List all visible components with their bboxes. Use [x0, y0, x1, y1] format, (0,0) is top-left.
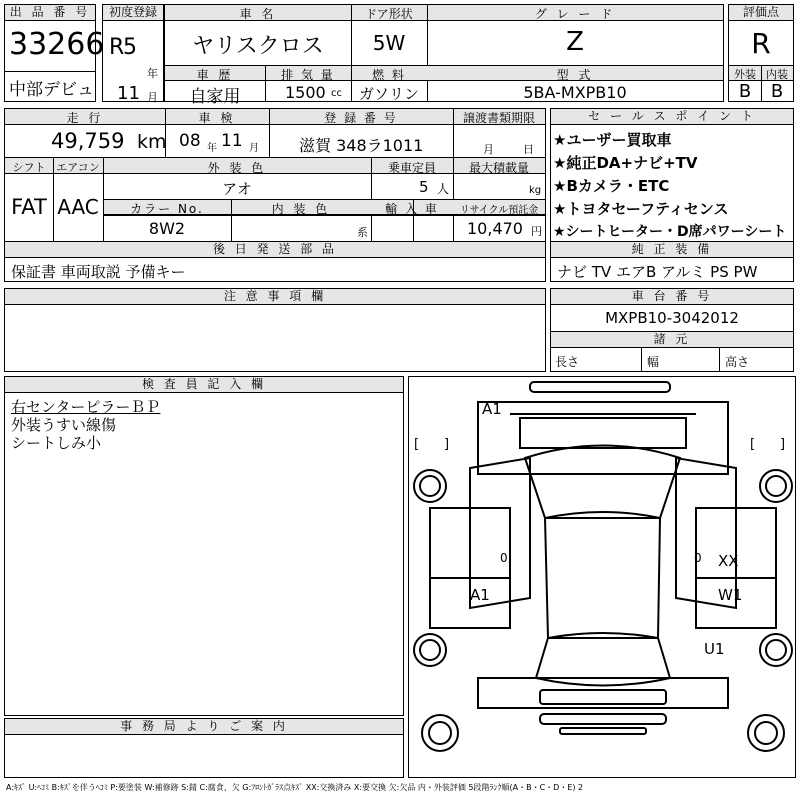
- damage-mark: A1: [482, 400, 502, 418]
- office-box: [4, 718, 404, 778]
- displacement-unit: cc: [331, 88, 342, 99]
- svg-text:[: [: [750, 437, 756, 452]
- debut-label: 中部デビュ: [9, 80, 94, 100]
- later-parts-label: 後 日 発 送 部 品: [5, 242, 545, 258]
- lot-number-box: [4, 4, 105, 102]
- exterior-label: 外装: [734, 68, 756, 81]
- history-label: 車 歴: [196, 68, 234, 82]
- selling-point: ★トヨタセーフティセンス: [553, 200, 729, 218]
- inspection-month: 11: [221, 131, 243, 151]
- damage-mark: A1: [470, 586, 490, 604]
- capacity-label: 乗車定員: [387, 161, 436, 175]
- transfer-month-unit: 月: [483, 143, 494, 156]
- car-name-label: 車 名: [239, 7, 277, 21]
- inspection-year-unit: 年: [207, 143, 217, 154]
- first-registration-box: [102, 4, 164, 102]
- max-load-label: 最大積載量: [468, 161, 529, 175]
- mileage-unit: km: [137, 131, 167, 153]
- era: R: [109, 35, 125, 60]
- max-load-unit: kg: [529, 185, 542, 196]
- svg-text:]: ]: [780, 437, 786, 452]
- selling-points-label: セ ー ル ス ポ イ ン ト: [551, 109, 793, 125]
- diagram-zero: 0: [500, 551, 508, 565]
- color-number: 8W2: [148, 219, 186, 238]
- color-no-label: カラー No.: [130, 202, 204, 216]
- fuel-label: 燃 料: [372, 68, 406, 82]
- exterior-color: アオ: [222, 180, 252, 198]
- svg-text:]: ]: [444, 437, 450, 452]
- grade-label: グ レ ー ド: [534, 7, 616, 21]
- grade: Z: [566, 27, 584, 57]
- equipment-label: 純 正 装 備: [551, 242, 793, 258]
- fuel: ガソリン: [358, 85, 419, 103]
- main-spec-box: [164, 4, 724, 107]
- damage-mark: U1: [704, 640, 725, 658]
- later-parts: 保証書 車両取説 予備キー: [11, 263, 186, 281]
- interior-label: 内装: [766, 68, 788, 81]
- interior-color-unit: 系: [357, 226, 368, 239]
- diagram-zero: 0: [694, 551, 702, 565]
- car-name: ヤリスクロス: [192, 34, 324, 59]
- inspection-label: 車 検: [198, 111, 236, 125]
- dimension-width-label: 幅: [647, 355, 660, 369]
- lot-number-label: 出 品 番 号: [5, 5, 95, 21]
- damage-mark: W1: [718, 586, 743, 604]
- inspector-label: 検 査 員 記 入 欄: [5, 377, 403, 393]
- model-code-label: 型 式: [556, 68, 594, 82]
- month-unit: 月: [147, 91, 158, 104]
- chassis-number: MXPB10-3042012: [605, 309, 739, 327]
- int-color-label: 内 装 色: [271, 202, 331, 216]
- displacement-label: 排 気 量: [281, 68, 335, 82]
- rating-box: [728, 4, 794, 102]
- year-unit: 年: [147, 67, 158, 80]
- shift-label: シフト: [12, 161, 46, 174]
- capacity-unit: 人: [437, 182, 450, 196]
- rating-label: 評価点: [729, 5, 793, 21]
- recycle-fee: 10,470: [467, 219, 523, 238]
- history: 自家用: [189, 87, 241, 107]
- transfer-day-unit: 日: [523, 143, 534, 156]
- inspector-box: [4, 376, 404, 716]
- notes-label: 注 意 事 項 欄: [5, 289, 545, 305]
- chassis-box: [550, 288, 794, 372]
- selling-points-box: [550, 108, 794, 282]
- door-shape: 5W: [372, 31, 406, 55]
- shift: FAT: [11, 195, 47, 219]
- ext-color-label: 外 装 色: [207, 161, 267, 175]
- month: 11: [117, 83, 140, 104]
- vehicle-details-box: [4, 108, 546, 282]
- equipment: ナビ TV エアB アルミ PS PW: [557, 263, 758, 281]
- overall-rating: R: [751, 27, 771, 60]
- inspection-year: 08: [179, 131, 201, 151]
- mileage-label: 走 行: [66, 111, 104, 125]
- first-reg-label: 初度登録: [103, 5, 163, 21]
- mileage: 49,759: [51, 129, 125, 153]
- dimensions-label: 諸 元: [551, 332, 793, 348]
- year: 5: [123, 35, 137, 60]
- displacement: 1500: [285, 83, 326, 102]
- plate-label: 登 録 番 号: [324, 111, 398, 125]
- damage-mark: XX: [718, 552, 739, 570]
- recycle-label: リサイクル預託金: [459, 205, 539, 216]
- exterior-grade: B: [738, 81, 752, 102]
- transfer-label: 譲渡書類期限: [462, 111, 535, 125]
- selling-point: ★純正DA+ナビ+TV: [553, 154, 698, 172]
- office-label: 事 務 局 よ り ご 案 内: [5, 719, 403, 735]
- capacity: 5: [419, 178, 429, 196]
- legend: A:ｷｽﾞ U:ﾍｺﾐ B:ｷｽﾞを伴うﾍｺﾐ P:要塗装 W:補修跡 S:錆 C:腐食、欠 G:ﾌﾛﾝﾄｶﾞﾗｽ点ｷｽﾞ XX:交換済み X:要交換 欠:欠品 内・外装評価 5段階ﾗﾝｸ順(A・B・C・D・E) 2: [6, 783, 584, 792]
- notes-box: [4, 288, 546, 372]
- chassis-label: 車 台 番 号: [551, 289, 793, 305]
- model-code: 5BA-MXPB10: [523, 83, 627, 102]
- inspection-month-unit: 月: [249, 143, 259, 154]
- selling-point: ★シートヒーター・D席パワーシート: [553, 224, 787, 240]
- lot-number: 33266: [9, 27, 105, 62]
- dimension-length-label: 長さ: [555, 355, 580, 369]
- import-label: 輸 入 車: [385, 202, 439, 216]
- interior-grade: B: [770, 81, 784, 102]
- dimension-height-label: 高さ: [725, 355, 750, 369]
- plate-number: 滋賀 348ラ1011: [299, 136, 424, 155]
- recycle-unit: 円: [531, 225, 542, 238]
- car-damage-diagram: [410, 378, 796, 778]
- selling-point: ★Bカメラ・ETC: [553, 177, 670, 195]
- aircon: AAC: [57, 195, 99, 219]
- inspector-note: シートしみ小: [11, 434, 102, 452]
- selling-point: ★ユーザー買取車: [553, 131, 672, 149]
- inspector-note: 外装うすい線傷: [11, 416, 117, 434]
- inspector-note: 右センターピラーＢＰ: [11, 398, 161, 416]
- aircon-label: エアコン: [56, 161, 100, 174]
- svg-text:[: [: [414, 437, 420, 452]
- door-label: ドア形状: [365, 7, 413, 21]
